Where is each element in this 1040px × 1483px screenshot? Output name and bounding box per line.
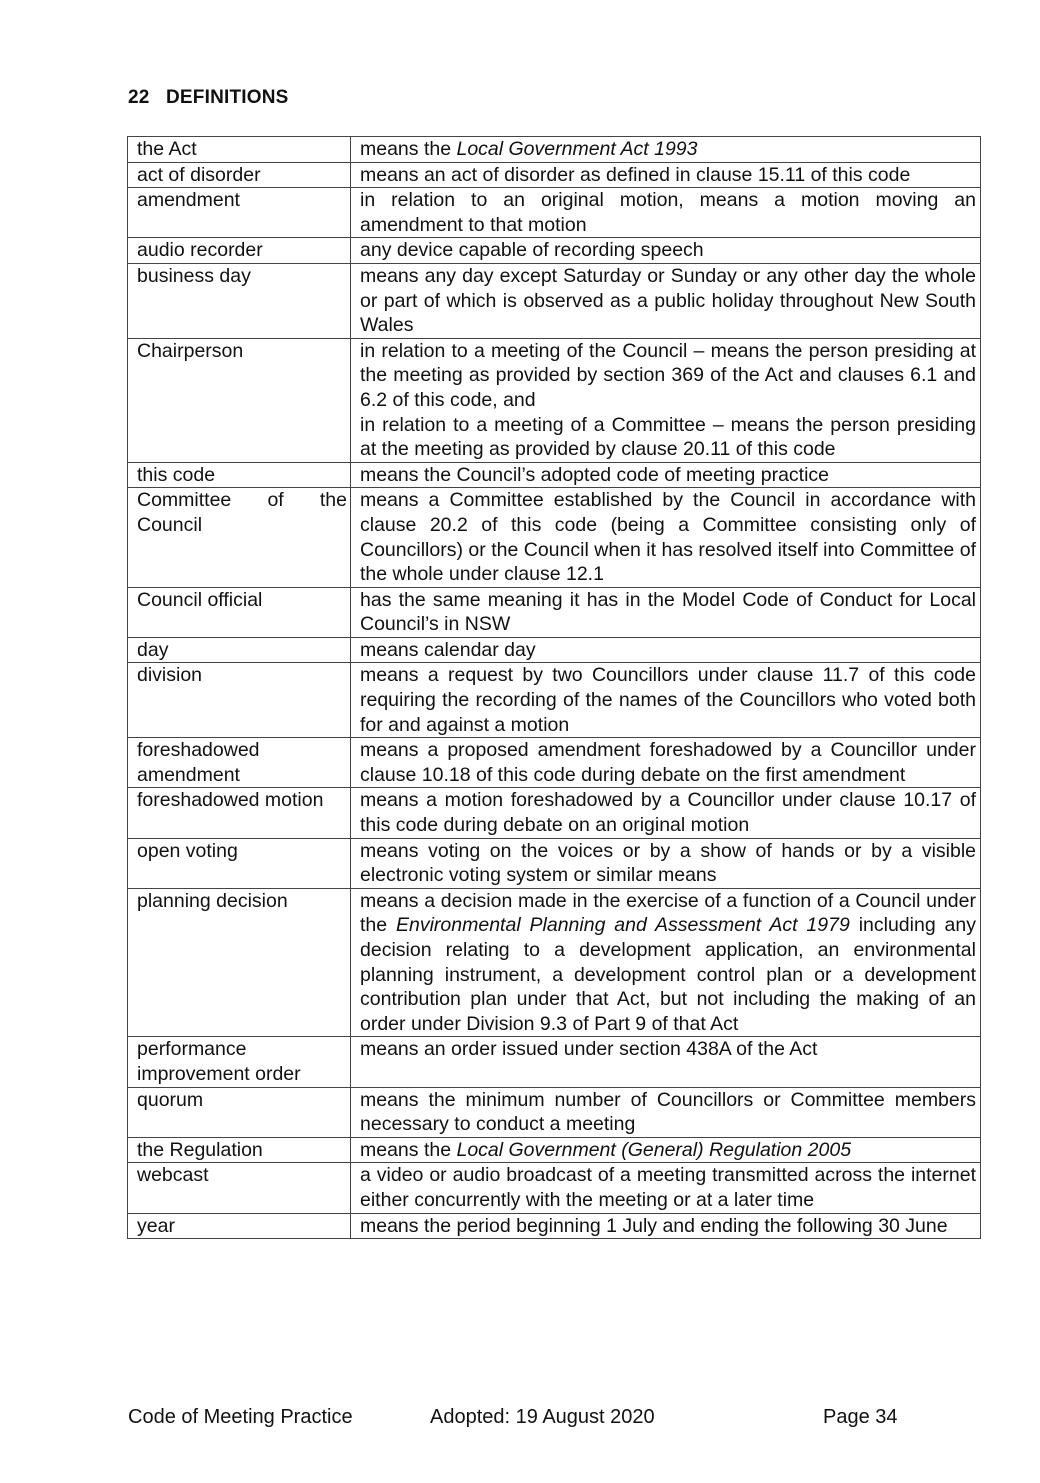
definition-text [360,638,976,663]
definition-term: day [128,637,351,663]
definition-meaning [351,137,981,163]
definition-row [128,188,981,238]
definitions-table-body [128,137,981,1239]
definition-row [128,162,981,188]
definition-row [128,788,981,838]
definition-text-segment: means a Committee established by the Council in accordance with clause 20.2 of this code (being a Committee consisting only of Councillors) or the Council when it has resolved itself into Committee of the whole under clause 12.1 [360,489,976,586]
definition-meaning [351,788,981,838]
definition-text [360,738,976,787]
definition-meaning [351,1213,981,1239]
definition-text-segment: means a motion foreshadowed by a Councillor under clause 10.17 of this code during debate on an original motion [360,789,976,837]
definition-text-segment: means calendar day [360,638,536,661]
definition-row [128,1213,981,1239]
definition-row [128,1037,981,1087]
footer-document-title: Code of Meeting Practice [128,1406,353,1428]
definition-term: webcast [128,1163,351,1213]
definition-row [128,338,981,462]
definition-term: act of disorder [128,162,351,188]
definition-row [128,462,981,488]
definition-row [128,663,981,738]
definition-text-segment: means the [360,138,457,160]
definition-row [128,1137,981,1163]
definition-meaning [351,188,981,238]
definition-text [360,839,976,888]
definition-term: Committee of the Council [128,488,351,587]
definition-text [360,188,976,237]
definition-meaning [351,1087,981,1137]
definition-row [128,838,981,888]
definition-text [360,1214,976,1239]
definition-meaning [351,738,981,788]
definition-meaning [351,1137,981,1163]
definitions-table [127,136,981,1239]
definition-text [360,1138,976,1163]
definition-text-segment: means the period beginning 1 July and ending the following 30 June [360,1214,948,1237]
definition-term: business day [128,263,351,338]
definition-row [128,263,981,338]
definition-text-segment: means an act of disorder as defined in clause 15.11 of this code [360,163,911,186]
definition-text-segment: means any day except Saturday or Sunday or any other day the whole or part of which is observed as a public holiday throughout New South Wales [360,264,976,337]
section-title: DEFINITIONS [166,87,289,108]
definition-text [360,264,976,338]
definition-text [360,137,976,162]
definition-text [360,488,976,586]
definition-text-segment: means a decision made in the exercise of a function of a Council under the [360,889,976,937]
definition-term: quorum [128,1087,351,1137]
definition-text-segment: means an order issued under section 438A of the Act [360,1038,818,1061]
definition-meaning [351,1163,981,1213]
definition-row [128,1163,981,1213]
definition-italic-title: Local Government (General) Regulation 2005 [456,1138,852,1161]
definition-meaning [351,238,981,264]
definition-extra-text: in relation to a meeting of a Committee – means the person presiding at the meeting as provided by clause 20.11 of this code [360,413,976,461]
definition-term: the Act [128,137,351,163]
definition-text [360,1163,976,1212]
definition-term: foreshadowed motion [128,788,351,838]
definition-text [360,1088,976,1137]
definition-text [360,463,976,488]
definition-meaning [351,488,981,587]
definition-text-segment: including any decision relating to a development application, an environmental planning instrument, a development control plan or a development contribution plan under that Act, but not including the making of an order under Division 9.3 of Part 9 of that Act [360,914,976,1035]
definition-meaning [351,637,981,663]
definition-text [360,663,976,737]
definition-text-segment: means the Council’s adopted code of meeting practice [360,463,830,486]
definition-row [128,1087,981,1137]
definition-text [360,1037,976,1062]
definition-italic-title: Local Government Act 1993 [456,138,698,160]
definition-text-segment: in relation to a meeting of the Council – means the person presiding at the meeting as provided by section 369 of the Act and clauses 6.1 and 6.2 of this code, and [360,339,976,411]
definition-row [128,587,981,637]
definition-term: Chairperson [128,338,351,462]
definition-text-segment: has the same meaning it has in the Model Code of Conduct for Local Council’s in NSW [360,588,976,636]
definition-row [128,637,981,663]
definition-term: Council official [128,587,351,637]
definition-text-segment: means the minimum number of Councillors or Committee members necessary to conduct a meeting [360,1088,976,1136]
section-heading [128,87,289,109]
definition-meaning [351,462,981,488]
definition-term: open voting [128,838,351,888]
definition-term: amendment [128,188,351,238]
definition-term: year [128,1213,351,1239]
definition-row [128,488,981,587]
section-number: 22 [128,87,150,108]
definition-term: performance improvement order [128,1037,351,1087]
definition-term: audio recorder [128,238,351,264]
definition-meaning [351,888,981,1037]
definition-text-segment: a video or audio broadcast of a meeting transmitted across the internet either concurrently with the meeting or at a later time [360,1164,976,1211]
definition-meaning [351,1037,981,1087]
definition-text-segment: in relation to an original motion, means a motion moving an amendment to that motion [360,189,976,236]
footer-adopted-date: Adopted: 19 August 2020 [430,1406,655,1428]
definition-text [360,339,976,413]
definition-meaning [351,838,981,888]
definition-row [128,238,981,264]
definition-term: this code [128,462,351,488]
footer-page-number: Page 34 [823,1406,898,1428]
definition-meaning [351,663,981,738]
definition-meaning [351,263,981,338]
definition-text [360,588,976,637]
definition-italic-title: Environmental Planning and Assessment Act 1979 [396,914,850,937]
definition-term: division [128,663,351,738]
definition-text-segment: means a proposed amendment foreshadowed by a Councillor under clause 10.18 of this code during debate on the first amendment [360,739,976,786]
definition-term: the Regulation [128,1137,351,1163]
definition-meaning [351,338,981,462]
definition-text-segment: means a request by two Councillors under clause 11.7 of this code requiring the recording of the names of the Councillors who voted both for and against a motion [360,664,976,736]
definition-text-segment: means the [360,1138,457,1161]
definition-text [360,889,976,1037]
definition-meaning [351,587,981,637]
definition-row [128,738,981,788]
definition-term: planning decision [128,888,351,1037]
definition-meaning [351,162,981,188]
definition-text-segment: means voting on the voices or by a show of hands or by a visible electronic voting system or similar means [360,839,976,887]
definition-term: foreshadowed amendment [128,738,351,788]
definition-row [128,137,981,163]
definition-text-segment: any device capable of recording speech [360,239,704,262]
definition-text [360,788,976,837]
definition-text [360,163,976,188]
definition-text [360,238,976,263]
definition-row [128,888,981,1037]
